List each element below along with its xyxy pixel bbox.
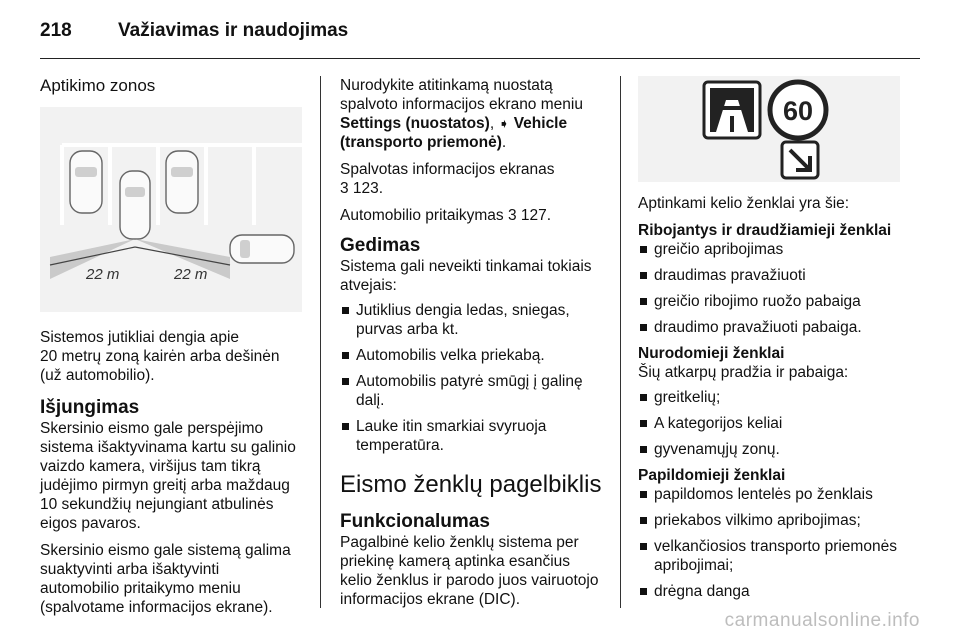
settings-paragraph xyxy=(340,76,605,152)
vehicle-menu-label: Vehicle (transporto priemonė) xyxy=(340,115,568,151)
group-title-supplementary: Papildomieji ženklai xyxy=(638,467,786,484)
fault-intro: Sistema gali neveikti tinkamai tokiais atvejais: xyxy=(340,258,592,294)
vehicle-personalisation-text: Automobilio pritaikymas xyxy=(340,207,504,224)
fault-list xyxy=(340,301,605,455)
page-ref-123: 3 123. xyxy=(340,180,384,197)
list-item: greičio apribojimas xyxy=(638,240,900,259)
column-3 xyxy=(638,76,900,608)
list-item: Lauke itin smarkiai svyruoja temperatūra. xyxy=(340,417,605,455)
settings-text: Nurodykite atitinkamą nuostatą spalvoto informacijos ekrano meniu xyxy=(340,77,583,113)
column-divider-1 xyxy=(320,76,321,608)
intro-text xyxy=(40,328,302,385)
motorway-sign-icon xyxy=(704,82,760,138)
list-item: Jutiklius dengia ledas, sniegas, purvas arba kt. xyxy=(340,301,605,339)
list-item: A kategorijos keliai xyxy=(638,414,900,433)
heading-functionality: Funkcionalumas xyxy=(340,511,490,532)
informative-intro: Šių atkarpų pradžia ir pabaiga: xyxy=(638,364,849,381)
page-title: Važiavimas ir naudojimas xyxy=(118,20,349,41)
list-item: gyvenamųjų zonų. xyxy=(638,440,900,459)
switch-off-paragraph-1: Skersinio eismo gale perspėjimo sistema išaktyvinama kartu su galinio vaizdo kamera, viršijus tam tikrą judėjimo pirmyn greitį arba maždaug 10 sekundžių nejungiant atbulinės eigos pavaros. xyxy=(40,420,296,532)
detection-zones-figure xyxy=(40,107,302,312)
list-item: draudimas pravažiuoti xyxy=(638,266,900,285)
parking-illustration xyxy=(40,107,302,312)
distance-label-right: 22 m xyxy=(174,266,208,283)
list-item: drėgna danga xyxy=(638,582,900,601)
settings-menu-label: Settings (nuostatos) xyxy=(340,115,490,132)
list-item: greitkelių; xyxy=(638,388,900,407)
page-ref-127: 3 127. xyxy=(508,207,552,224)
intro-line-3: (už automobilio). xyxy=(40,367,155,384)
list-item: papildomos lentelės po ženklais xyxy=(638,485,900,504)
functionality-paragraph: Pagalbinė kelio ženklų sistema per priekinę kamerą aptinka esančius kelio ženklus ir parodo juos vairuotojo informacijos ekrane (DIC). xyxy=(340,534,599,608)
intro-line-1: Sistemos jutikliai dengia apie xyxy=(40,329,240,346)
heading-fault: Gedimas xyxy=(340,235,421,256)
page-number: 218 xyxy=(40,20,72,41)
list-item: draudimo pravažiuoti pabaiga. xyxy=(638,318,900,337)
list-item: Automobilis patyrė smūgį į galinę dalį. xyxy=(340,372,605,410)
settings-comma: , xyxy=(489,115,495,132)
group-title-informative: Nurodomieji ženklai xyxy=(638,345,785,362)
vehicle-personalisation-ref xyxy=(340,206,605,225)
informative-signs-list xyxy=(638,388,900,459)
signs-intro: Aptinkami kelio ženklai yra šie: xyxy=(638,195,850,212)
intro-line-2: 20 metrų zoną kairėn arba dešinėn xyxy=(40,348,280,365)
list-item: velkančiosios transporto priemonės apribojimai; xyxy=(638,537,900,575)
traffic-signs-figure xyxy=(638,76,900,182)
column-2 xyxy=(340,76,605,617)
speed-limit-sign-icon xyxy=(770,82,826,138)
switch-off-paragraph-2: Skersinio eismo gale sistemą galima suaktyvinti arba išaktyvinti automobilio pritaikymo meniu (spalvotame informacijos ekrane). xyxy=(40,542,291,616)
distance-label-left: 22 m xyxy=(86,266,120,283)
traffic-signs-illustration xyxy=(638,76,900,182)
page-header xyxy=(40,20,920,50)
column-1 xyxy=(40,76,302,625)
color-info-display-ref xyxy=(340,160,605,198)
supplementary-signs-list xyxy=(638,485,900,601)
header-rule xyxy=(40,58,920,59)
list-item: greičio ribojimo ruožo pabaiga xyxy=(638,292,900,311)
list-item: Automobilis velka priekabą. xyxy=(340,346,605,365)
arrow-sign-icon xyxy=(782,142,818,178)
chapter-title-traffic-sign-assistant: Eismo ženklų pagelbiklis xyxy=(340,471,602,498)
group-title-restrictive: Ribojantys ir draudžiamieji ženklai xyxy=(638,222,892,239)
color-info-display-text: Spalvotas informacijos ekranas xyxy=(340,161,555,178)
settings-period: . xyxy=(501,134,507,151)
list-item: priekabos vilkimo apribojimas; xyxy=(638,511,900,530)
speed-limit-number: 60 xyxy=(782,96,814,126)
section-title-detection-zones: Aptikimo zonos xyxy=(40,76,156,95)
heading-switch-off: Išjungimas xyxy=(40,397,140,418)
watermark: carmanualsonline.info xyxy=(724,610,920,631)
restrictive-signs-list xyxy=(638,240,900,337)
menu-arrow-icon: ➧ xyxy=(498,116,510,131)
column-divider-2 xyxy=(620,76,621,608)
